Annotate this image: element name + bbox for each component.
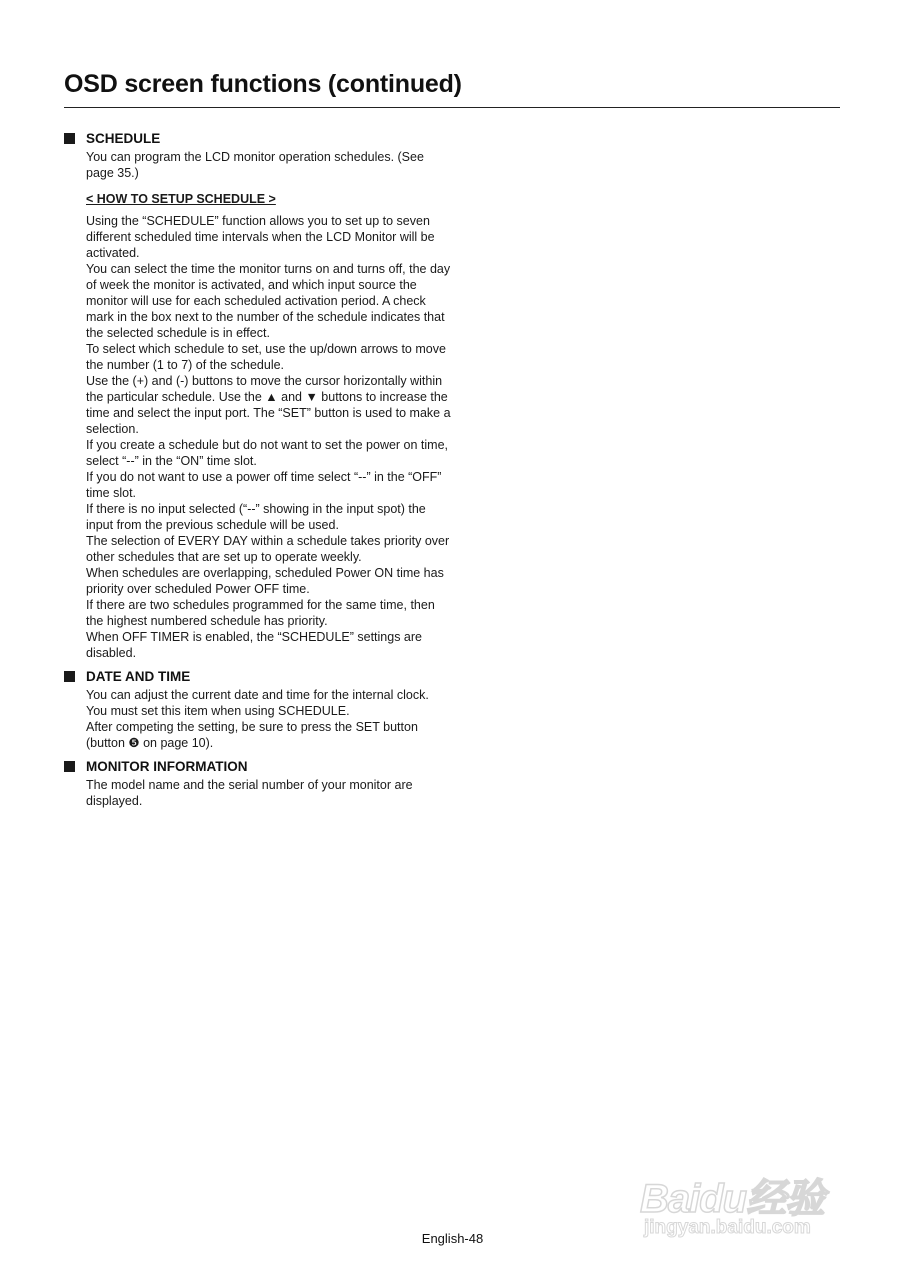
schedule-detail: If there are two schedules programmed for the same time, then the highest numbered schedule has priority. bbox=[86, 598, 435, 628]
schedule-detail: The selection of EVERY DAY within a schedule takes priority over other schedules that are set up to operate weekly. bbox=[86, 534, 450, 564]
schedule-subheading: < HOW TO SETUP SCHEDULE > bbox=[86, 192, 276, 206]
section-heading-monitor-information bbox=[64, 757, 454, 775]
baidu-watermark bbox=[640, 1145, 855, 1245]
section-body-schedule bbox=[64, 149, 454, 661]
section-heading-schedule bbox=[64, 129, 454, 147]
schedule-detail: If there is no input selected (“--” showing in the input spot) the input from the previous schedule will be used. bbox=[86, 502, 426, 532]
schedule-detail: Using the “SCHEDULE” function allows you to set up to seven different scheduled time intervals when the LCD Monitor will be activated. bbox=[86, 214, 435, 260]
section-body-date-and-time bbox=[64, 687, 454, 751]
schedule-intro: You can program the LCD monitor operation schedules. (See page 35.) bbox=[86, 150, 424, 180]
monitor-info-paragraph: The model name and the serial number of your monitor are displayed. bbox=[86, 778, 413, 808]
baidu-logo-watermark: Baidu经验 bbox=[640, 1177, 825, 1221]
schedule-detail: If you create a schedule but do not want to set the power on time, select “--” in the “ON” time slot. bbox=[86, 438, 449, 468]
section-heading-text: SCHEDULE bbox=[86, 130, 161, 146]
section-schedule bbox=[64, 129, 454, 661]
title-divider bbox=[64, 107, 840, 108]
date-time-paragraph: You must set this item when using SCHEDULE. bbox=[86, 704, 350, 718]
document-body bbox=[64, 129, 454, 815]
square-bullet-icon bbox=[64, 761, 75, 772]
schedule-detail: When OFF TIMER is enabled, the “SCHEDULE” settings are disabled. bbox=[86, 630, 422, 660]
date-time-paragraph: You can adjust the current date and time for the internal clock. bbox=[86, 688, 429, 702]
square-bullet-icon bbox=[64, 133, 75, 144]
section-heading-text: DATE AND TIME bbox=[86, 668, 191, 684]
section-date-and-time bbox=[64, 667, 454, 751]
schedule-detail: If you do not want to use a power off time select “--” in the “OFF” time slot. bbox=[86, 470, 442, 500]
schedule-detail: To select which schedule to set, use the up/down arrows to move the number (1 to 7) of the schedule. bbox=[86, 342, 446, 372]
watermark-url: jingyan.baidu.com bbox=[644, 1217, 811, 1238]
schedule-detail: Use the (+) and (-) buttons to move the cursor horizontally within the particular schedule. Use the ▲ and ▼ buttons to increase the time and select the input port. The “SET” button is used to make a selection. bbox=[86, 374, 451, 436]
schedule-detail: You can select the time the monitor turns on and turns off, the day of week the monitor is activated, and which input source the monitor will use for each scheduled activation period. A check mark in the box next to the number of the schedule indicates that the selected schedule is in effect. bbox=[86, 262, 451, 340]
page-title: OSD screen functions (continued) bbox=[64, 70, 462, 98]
section-body-monitor-information bbox=[64, 777, 454, 809]
page-number: English-48 bbox=[421, 1231, 484, 1246]
section-heading-text: MONITOR INFORMATION bbox=[86, 758, 248, 774]
schedule-detail: When schedules are overlapping, scheduled Power ON time has priority over scheduled Power OFF time. bbox=[86, 566, 444, 596]
section-heading-date-and-time bbox=[64, 667, 454, 685]
date-time-paragraph: After competing the setting, be sure to press the SET button (button ❺ on page 10). bbox=[86, 720, 418, 750]
section-monitor-information bbox=[64, 757, 454, 809]
square-bullet-icon bbox=[64, 671, 75, 682]
